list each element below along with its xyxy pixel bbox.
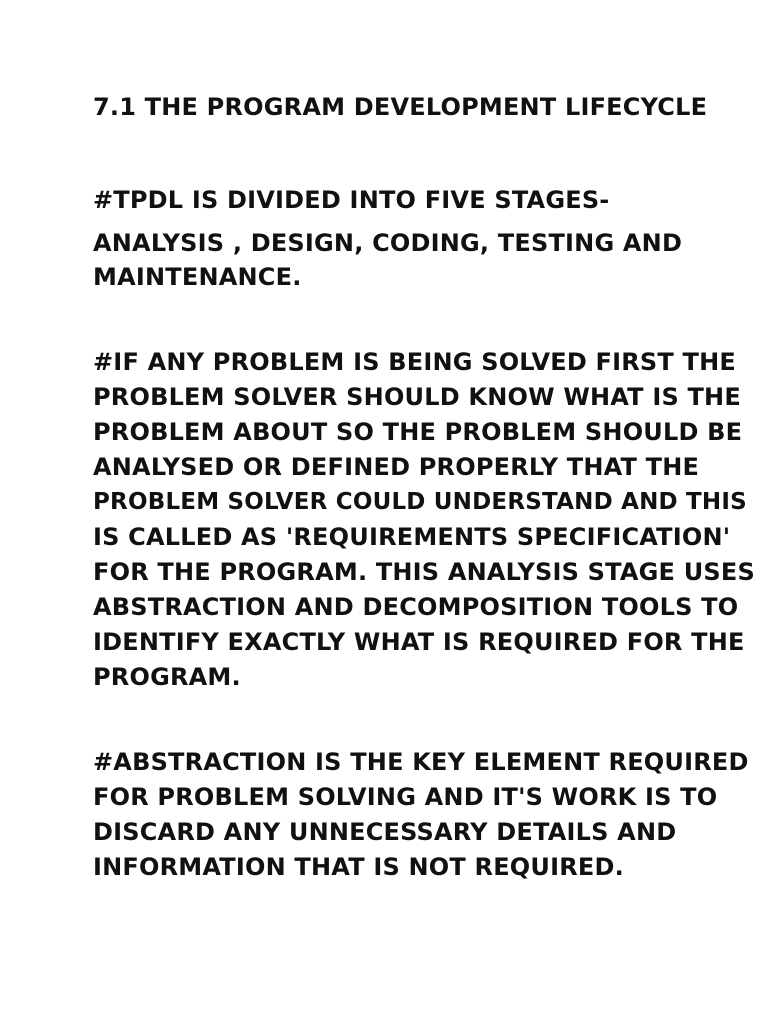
paragraph-line: IDENTIFY EXACTLY WHAT IS REQUIRED FOR THE <box>93 628 745 656</box>
paragraph-line: IS CALLED AS 'REQUIREMENTS SPECIFICATION' <box>93 523 731 551</box>
paragraph-line: ABSTRACTION AND DECOMPOSITION TOOLS TO <box>93 593 739 621</box>
paragraph-line: #ABSTRACTION IS THE KEY ELEMENT REQUIRED <box>93 748 749 776</box>
paragraph-line: INFORMATION THAT IS NOT REQUIRED. <box>93 853 624 881</box>
paragraph-line: DISCARD ANY UNNECESSARY DETAILS AND <box>93 818 677 846</box>
paragraph-line: PROBLEM ABOUT SO THE PROBLEM SHOULD BE <box>93 418 743 446</box>
paragraph-line: ANALYSIS , DESIGN, CODING, TESTING AND <box>93 229 683 257</box>
paragraph-line: #IF ANY PROBLEM IS BEING SOLVED FIRST THE <box>93 348 736 376</box>
paragraph-line: MAINTENANCE. <box>93 263 302 291</box>
paragraph-line: ANALYSED OR DEFINED PROPERLY THAT THE <box>93 453 700 481</box>
page-title: 7.1 THE PROGRAM DEVELOPMENT LIFECYCLE <box>93 93 708 121</box>
paragraph-line: FOR THE PROGRAM. THIS ANALYSIS STAGE USES <box>93 558 755 586</box>
paragraph-line: FOR PROBLEM SOLVING AND IT'S WORK IS TO <box>93 783 718 811</box>
paragraph-line: PROBLEM SOLVER COULD UNDERSTAND AND THIS <box>93 489 747 515</box>
paragraph-line: PROGRAM. <box>93 663 241 691</box>
paragraph-line: PROBLEM SOLVER SHOULD KNOW WHAT IS THE <box>93 383 741 411</box>
paragraph-line: #TPDL IS DIVIDED INTO FIVE STAGES- <box>93 186 610 214</box>
